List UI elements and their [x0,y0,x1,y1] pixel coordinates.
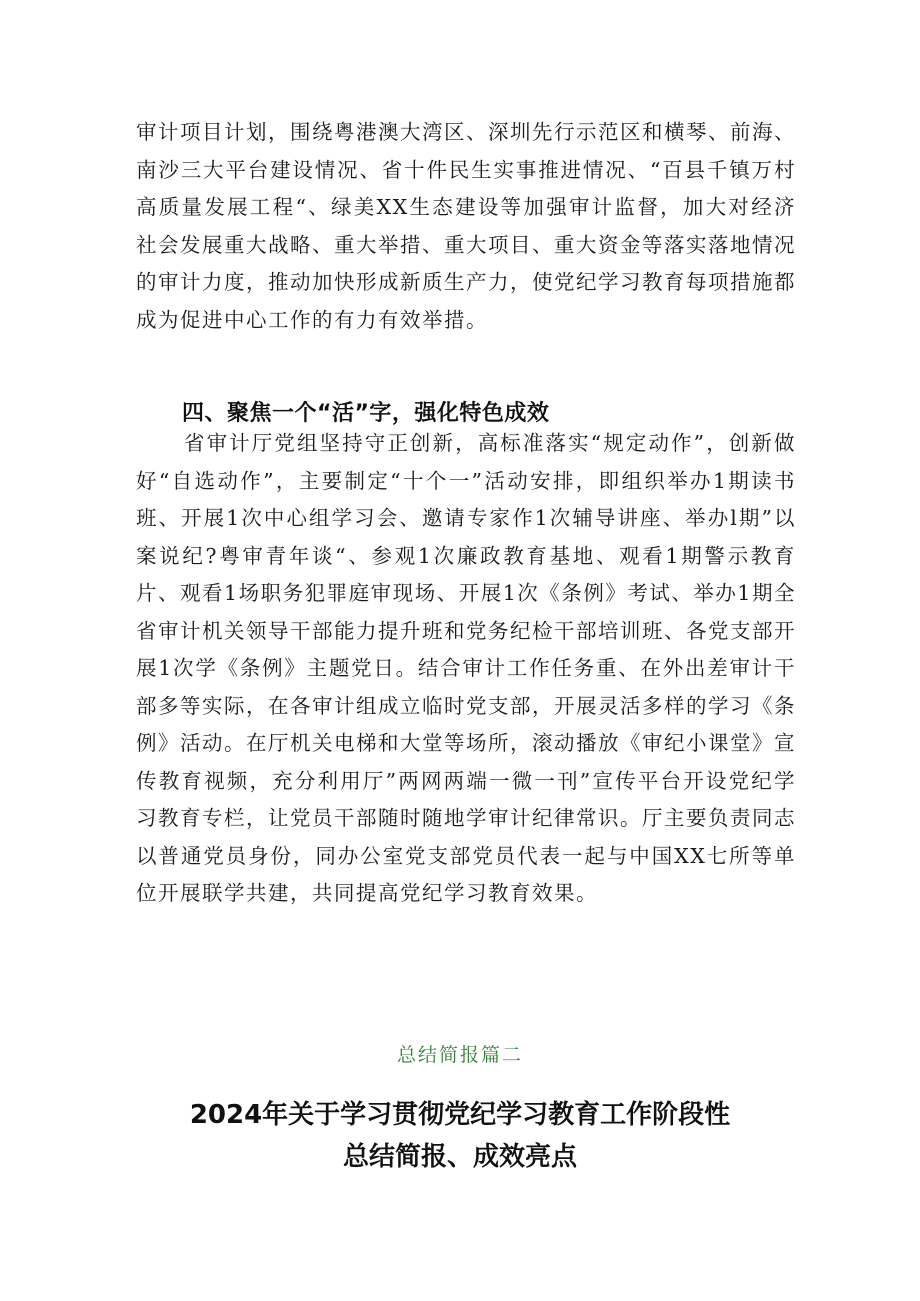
document-title-line-2: 总结简报、成效亮点 [342,1142,577,1172]
body-paragraph-2: 省审计厅党组坚持守正创新，高标准落实“规定动作”，创新做好“自选动作”，主要制定“十个一”活动安排，即组织举办1期读书班、开展1次中心组学习会、邀请专家作1次辅导讲座、举办l期”以案说纪?粤审青年谈“、参观1次廉政教育基地、观看1期警示教育片、观看1场职务犯罪庭审现场、开展1次《条例》考试、举办1期全省审计机关领导干部能力提升班和党务纪检干部培训班、各党支部开展1次学《条例》主题党日。结合审计工作任务重、在外出差审计干部多等实际，在各审计组成立临时党支部，开展灵活多样的学习《条例》活动。在厅机关电梯和大堂等场所，滚动播放《审纪小课堂》宣传教育视频，充分利用厅”两网两端一微一刊”宣传平台开设党纪学习教育专栏，让党员干部随时随地学审计纪律常识。厅主要负责同志以普通党员身份，同办公室党支部党员代表一起与中国XX七所等单位开展联学共建，共同提高党纪学习教育效果。 [136,431,796,905]
section-label: 总结简报篇二 [396,1044,523,1066]
document-title [0,1094,920,1178]
section-heading-four: 四、聚焦一个“活”字，强化特色成效 [182,401,550,426]
body-paragraph-1: 审计项目计划，围绕粤港澳大湾区、深圳先行示范区和横琴、前海、南沙三大平台建设情况、省十件民生实事推进情况、“百县千镇万村高质量发展工程“、绿美XX生态建设等加强审计监督，加大对经济社会发展重大战略、重大举措、重大项目、重大资金等落实落地情况的审计力度，推动加快形成新质生产力，使党纪学习教育每项措施都成为促进中心工作的有力有效举措。 [136,120,796,332]
document-title-line-1: 2024年关于学习贯彻党纪学习教育工作阶段性 [189,1100,731,1130]
